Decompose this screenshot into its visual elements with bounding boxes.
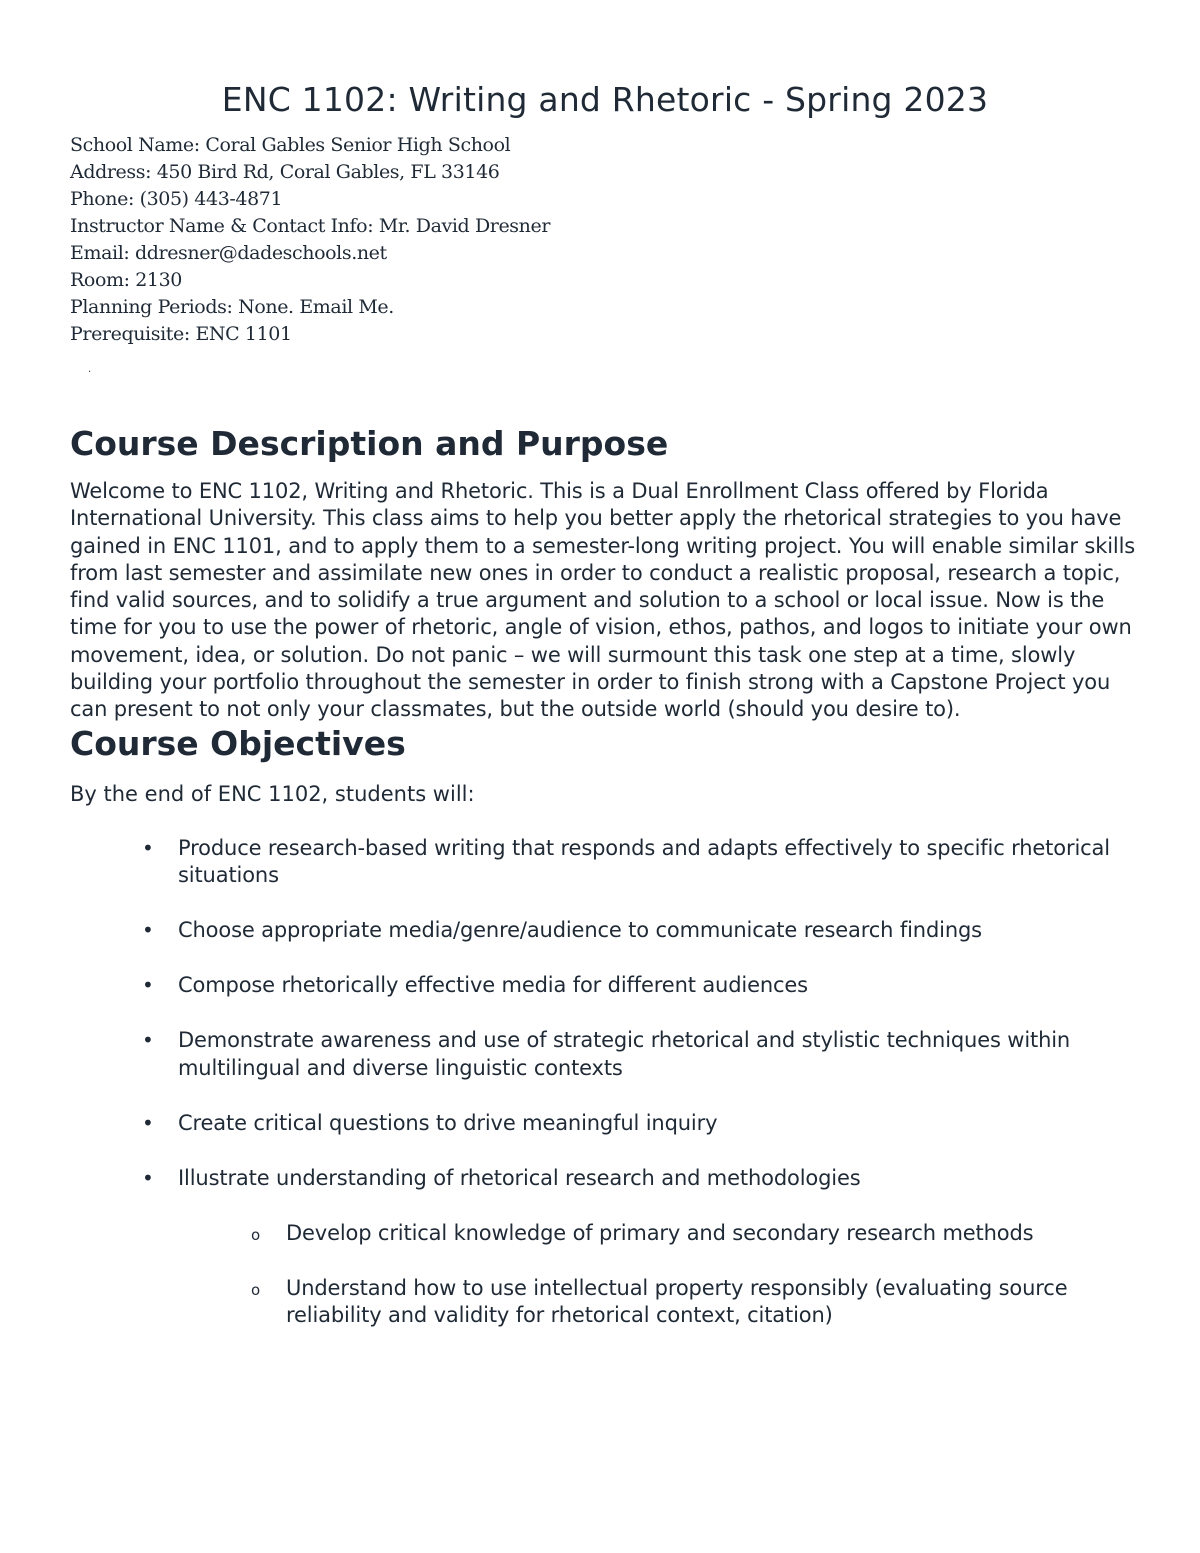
- course-description-paragraph: Welcome to ENC 1102, Writing and Rhetoric. This is a Dual Enrollment Class offered by Florida International University. This class aims to help you better apply the rhetorical strategies to you have gained in ENC 1101, and to apply them to a semester-long writing project. You will enable similar skills from last semester and assimilate new ones in order to conduct a realistic proposal, research a topic, find valid sources, and to solidify a true argument and solution to a school or local issue. Now is the time for you to use the power of rhetoric, angle of vision, ethos, pathos, and logos to initiate your own movement, idea, or solution. Do not panic – we will surmount this task one step at a time, slowly building your portfolio throughout the semester in order to finish strong with a Capstone Project you can present to not only your classmates, but the outside world (should you desire to).: [70, 479, 1136, 722]
- section-heading-objectives: Course Objectives: [70, 723, 406, 763]
- objective-text: Demonstrate awareness and use of strategic rhetorical and stylistic techniques within multilingual and diverse linguistic contexts: [178, 1028, 1071, 1080]
- school-address: Address: 450 Bird Rd, Coral Gables, FL 33146: [70, 161, 500, 183]
- list-item: [70, 917, 1140, 945]
- bullet-icon: •: [142, 835, 154, 860]
- bullet-icon: •: [142, 1110, 154, 1135]
- objective-text: Choose appropriate media/genre/audience to communicate research findings: [178, 918, 982, 943]
- bullet-icon: •: [142, 973, 154, 998]
- bullet-icon: •: [142, 1165, 154, 1190]
- list-item: [70, 835, 1140, 890]
- objective-text: Compose rhetorically effective media for different audiences: [178, 973, 808, 998]
- instructor-email: Email: ddresner@dadeschools.net: [70, 242, 387, 264]
- objective-text-wrapper: [70, 1165, 1140, 1193]
- sub-objective-text: Understand how to use intellectual property responsibly (evaluating source reliability and validity for rhetorical context, citation): [286, 1275, 1068, 1328]
- list-item: [70, 1110, 1140, 1138]
- objective-text: Illustrate understanding of rhetorical research and methodologies: [178, 1165, 861, 1190]
- sub-objectives-list: [70, 1220, 1140, 1330]
- objective-text: Produce research-based writing that responds and adapts effectively to specific rhetorical situations: [178, 835, 1110, 888]
- circle-bullet-icon: o: [251, 1280, 261, 1299]
- page-title: ENC 1102: Writing and Rhetoric - Spring 2023: [221, 80, 989, 119]
- course-info-block: [70, 132, 1140, 348]
- objectives-intro: By the end of ENC 1102, students will:: [70, 781, 475, 806]
- sub-list-item: [70, 1275, 1140, 1330]
- objective-text: Create critical questions to drive meaningful inquiry: [178, 1110, 718, 1135]
- room-number: Room: 2130: [70, 269, 182, 291]
- sub-objective-text: Develop critical knowledge of primary and secondary research methods: [286, 1220, 1034, 1245]
- planning-periods: Planning Periods: None. Email Me.: [70, 296, 394, 318]
- bullet-icon: •: [142, 1028, 154, 1053]
- stray-mark: .: [88, 364, 92, 375]
- document-page: [70, 78, 1140, 1357]
- list-item: [70, 972, 1140, 1000]
- list-item: [70, 1027, 1140, 1082]
- school-phone: Phone: (305) 443-4871: [70, 188, 283, 210]
- sub-list-item: [70, 1220, 1140, 1248]
- bullet-icon: •: [142, 918, 154, 943]
- school-name: School Name: Coral Gables Senior High School: [70, 134, 511, 156]
- objectives-list: [70, 835, 1140, 1330]
- section-heading-description: Course Description and Purpose: [70, 424, 669, 463]
- prerequisite: Prerequisite: ENC 1101: [70, 323, 292, 345]
- list-item: [70, 1165, 1140, 1330]
- instructor-info: Instructor Name & Contact Info: Mr. David Dresner: [70, 215, 551, 237]
- circle-bullet-icon: o: [251, 1225, 261, 1244]
